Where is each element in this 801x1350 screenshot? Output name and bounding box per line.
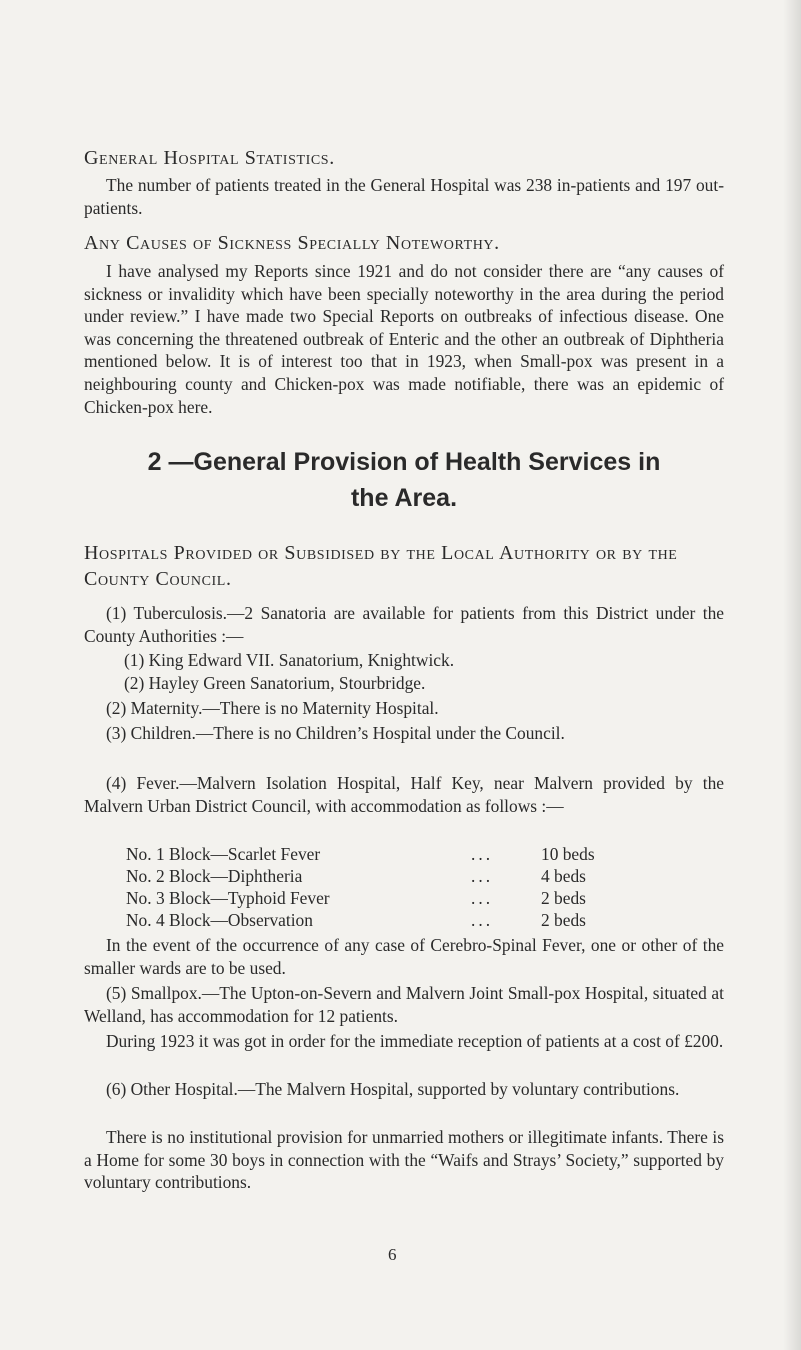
page-number: 6 (388, 1245, 397, 1264)
section-heading-hospitals-provided: Hospitals Provided or Subsidised by the Local Authority or by the County Council. (84, 542, 678, 590)
other-hospital-paragraph: (6) Other Hospital.—The Malvern Hospital, supported by voluntary contributions. (106, 1079, 680, 1099)
cerebro-spinal-note: In the event of the occurrence of any case of Cerebro-Spinal Fever, one or other of the smaller wards are to be used. (84, 935, 724, 978)
block-label: No. 1 Block—Scarlet Fever (126, 844, 321, 864)
maternity-paragraph: (2) Maternity.—There is no Maternity Hospital. (106, 698, 439, 718)
section-heading-causes-of-sickness: Any Causes of Sickness Specially Noteworthy. (84, 232, 500, 254)
fever-block-row (126, 910, 666, 932)
leader-dots: ... (471, 866, 494, 886)
smallpox-paragraph: (5) Smallpox.—The Upton-on-Severn and Malvern Joint Small-pox Hospital, situated at Welland, has accommodation for 12 patients. (84, 983, 724, 1026)
leader-dots: ... (471, 910, 494, 930)
tuberculosis-paragraph: (1) Tuberculosis.—2 Sanatoria are available for patients from this District under the County Authorities :— (84, 603, 724, 646)
fever-block-row (126, 866, 666, 888)
hospital-statistics-paragraph: The number of patients treated in the General Hospital was 238 in-patients and 197 out-patients. (84, 175, 724, 218)
fever-paragraph: (4) Fever.—Malvern Isolation Hospital, Half Key, near Malvern provided by the Malvern Urban District Council, with accommodation as follows :— (84, 773, 724, 816)
block-beds: 10 beds (541, 844, 595, 864)
main-heading-line-1: 2 —General Provision of Health Services in (147, 448, 661, 476)
institutional-provision-paragraph: There is no institutional provision for unmarried mothers or illegitimate infants. There is a Home for some 30 boys in connection with the “Waifs and Strays’ Society,” supported by voluntary contributions. (84, 1127, 724, 1193)
page-edge-shadow (783, 0, 801, 1350)
leader-dots: ... (471, 844, 494, 864)
block-beds: 2 beds (541, 910, 586, 930)
block-label: No. 3 Block—Typhoid Fever (126, 888, 330, 908)
smallpox-cost-note: During 1923 it was got in order for the immediate reception of patients at a cost of £200. (106, 1031, 724, 1051)
block-beds: 2 beds (541, 888, 586, 908)
section-heading-general-hospital-statistics: General Hospital Statistics. (84, 147, 335, 169)
main-heading-line-2: the Area. (350, 484, 458, 512)
fever-block-row (126, 888, 666, 910)
sanatorium-item-2: (2) Hayley Green Sanatorium, Stourbridge. (124, 673, 426, 693)
fever-block-row (126, 844, 666, 866)
leader-dots: ... (471, 888, 494, 908)
children-paragraph: (3) Children.—There is no Children’s Hospital under the Council. (106, 723, 565, 743)
causes-of-sickness-paragraph: I have analysed my Reports since 1921 and do not consider there are “any causes of sickness or invalidity which have been specially noteworthy in the area during the period under review.” I have made two Special Reports on outbreaks of infectious disease. One was concerning the threatened outbreak of Enteric and the other an outbreak of Diphtheria mentioned below. It is of interest too that in 1923, when Small-pox was present in a neighbouring county and Chicken-pox was made notifiable, there was an epidemic of Chicken-pox here. (84, 261, 724, 417)
block-beds: 4 beds (541, 866, 586, 886)
block-label: No. 2 Block—Diphtheria (126, 866, 303, 886)
sanatorium-item-1: (1) King Edward VII. Sanatorium, Knightwick. (124, 650, 455, 670)
block-label: No. 4 Block—Observation (126, 910, 313, 930)
